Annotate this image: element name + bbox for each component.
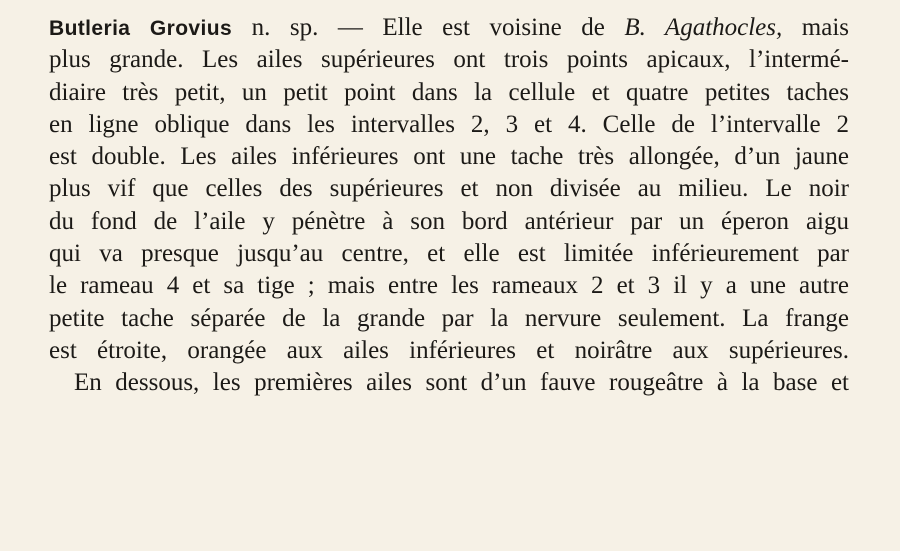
species-intro-text: n. sp. — Elle est voisine de bbox=[232, 14, 625, 41]
paragraph-line-9: le rameau 4 et sa tige ; mais entre les rameaux 2 et 3 il y a une autre bbox=[49, 272, 849, 300]
paragraph-line-3: diaire très petit, un petit point dans la cellule et quatre petites taches bbox=[49, 78, 849, 106]
paragraph-line-6: plus vif que celles des supérieures et non divisée au milieu. Le noir bbox=[49, 175, 849, 203]
paragraph-line-2: plus grande. Les ailes supérieures ont trois points apicaux, l’intermé- bbox=[49, 46, 849, 74]
paragraph-line-4: en ligne oblique dans les intervalles 2, 3 et 4. Celle de l’intervalle 2 bbox=[49, 110, 849, 138]
paragraph-line-5: est double. Les ailes inférieures ont une tache très allongée, d’un jaune bbox=[49, 143, 849, 171]
line-1-tail: mais bbox=[782, 14, 850, 41]
paragraph-line-7: du fond de l’aile y pénètre à son bord antérieur par un éperon aigu bbox=[49, 207, 849, 235]
paragraph-line-8: qui va presque jusqu’au centre, et elle est limitée inférieurement par bbox=[49, 240, 849, 268]
species-description-paragraph bbox=[49, 12, 849, 400]
species-name: Butleria Grovius bbox=[49, 17, 233, 40]
paragraph-line-11: est étroite, orangée aux ailes inférieures et noirâtre aux supérieures. bbox=[49, 336, 849, 364]
paragraph-line-1 bbox=[49, 12, 849, 44]
paragraph-line-10: petite tache séparée de la grande par la nervure seulement. La frange bbox=[49, 304, 849, 332]
paragraph-line-12: En dessous, les premières ailes sont d’un fauve rougeâtre à la base et bbox=[74, 369, 849, 397]
reference-species: B. Agathocles, bbox=[624, 14, 783, 41]
